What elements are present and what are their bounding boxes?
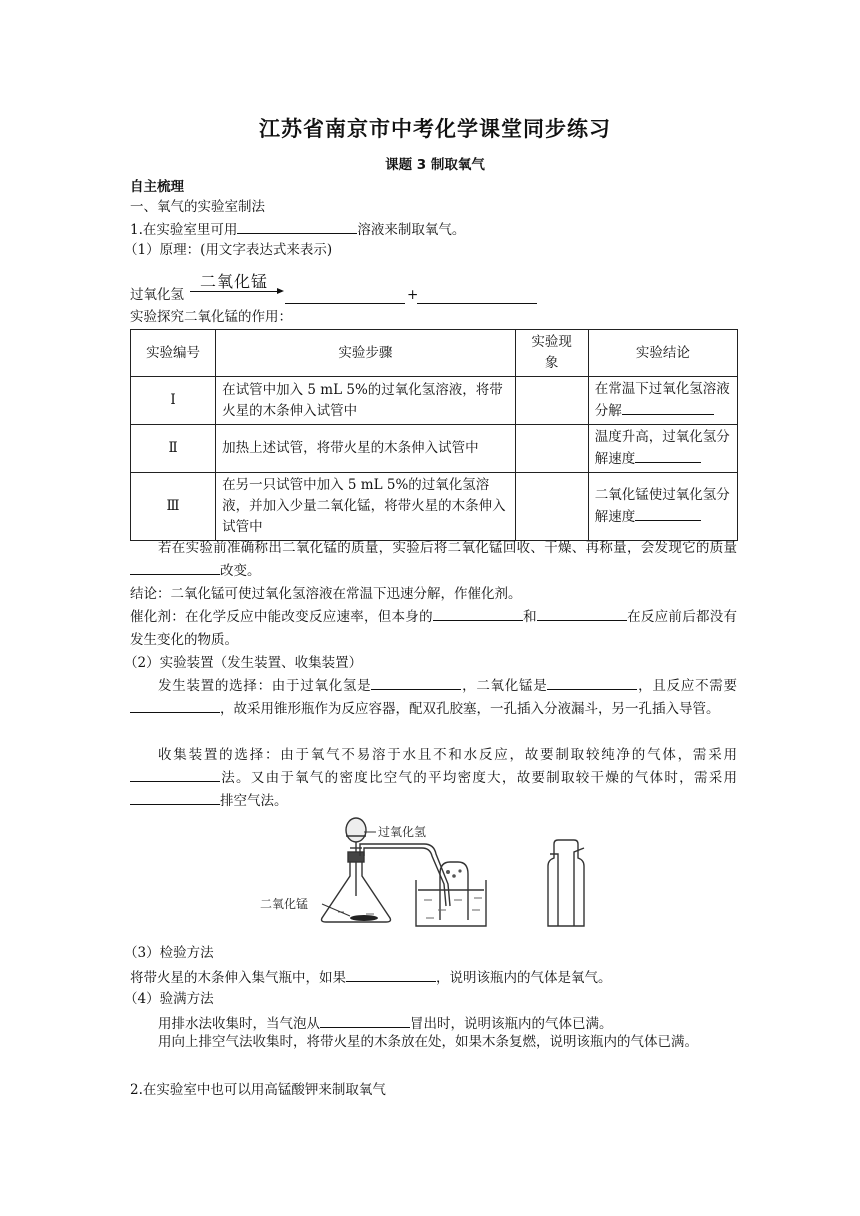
apparatus-heading: （2）实验装置（发生装置、收集装置） <box>124 655 363 671</box>
inspect-heading: （3）检验方法 <box>124 945 214 961</box>
lesson-subtitle: 课题 3 制取氧气 <box>385 157 485 173</box>
row-phenomenon[interactable] <box>515 473 588 541</box>
conclusion-line: 结论：二氧化锰可使过氧化氢溶液在常温下迅速分解，作催化剂。 <box>130 586 522 602</box>
question-1 <box>130 219 465 239</box>
row-conclusion: 二氧化锰使过氧化氢分解速度 <box>588 473 737 541</box>
answer-blank[interactable] <box>346 967 436 982</box>
row-conclusion: 温度升高，过氧化氢分解速度 <box>588 425 737 473</box>
header-cell: 实验现象 <box>515 330 588 377</box>
reactant-label: 过氧化氢 <box>130 287 184 303</box>
plus-sign: + <box>407 287 419 303</box>
row-step: 在试管中加入 5 mL 5%的过氧化氢溶液，将带火星的木条伸入试管中 <box>216 377 515 425</box>
answer-blank[interactable] <box>130 767 220 782</box>
table-row <box>131 473 738 541</box>
answer-blank[interactable] <box>537 606 627 621</box>
question-2: 2.在实验室中也可以用高锰酸钾来制取氧气 <box>130 1082 386 1098</box>
full-check-water: 用排水法收集时，当气泡从 冒出时，说明该瓶内的气体已满。 <box>158 1013 613 1033</box>
header-cell: 实验结论 <box>588 330 737 377</box>
full-check-heading: （4）验满方法 <box>124 991 214 1007</box>
answer-blank[interactable] <box>130 560 220 575</box>
answer-blank[interactable] <box>371 675 461 690</box>
inspect-line: 将带火星的木条伸入集气瓶中，如果 ，说明该瓶内的气体是氧气。 <box>130 967 612 987</box>
row-phenomenon[interactable] <box>515 425 588 473</box>
catalyst-definition: 催化剂：在化学反应中能改变反应速率，但本身的 和 在反应前后都没有发生变化的物质。 <box>130 606 737 652</box>
header-cell: 实验步骤 <box>216 330 515 377</box>
experiment-table <box>130 329 738 541</box>
answer-blank[interactable] <box>433 606 523 621</box>
apparatus-figure <box>260 814 608 938</box>
question-1-prefix: 1.在实验室里可用 <box>130 222 238 238</box>
answer-blank[interactable] <box>635 506 701 521</box>
row-id: Ⅰ <box>131 377 216 425</box>
answer-blank[interactable] <box>622 400 714 415</box>
answer-blank[interactable] <box>547 675 637 690</box>
principle-heading: （1）原理：(用文字表达式来表示) <box>124 242 333 258</box>
table-row <box>131 377 738 425</box>
product-blank-2[interactable] <box>417 289 537 304</box>
header-cell: 实验编号 <box>131 330 216 377</box>
row-step: 加热上述试管，将带火星的木条伸入试管中 <box>216 425 515 473</box>
table-header-row <box>131 330 738 377</box>
row-conclusion: 在常温下过氧化氢溶液分解 <box>588 377 737 425</box>
row-phenomenon[interactable] <box>515 377 588 425</box>
funnel-label: 过氧化氢 <box>378 825 427 839</box>
section-heading: 自主梳理 <box>130 179 184 195</box>
answer-blank[interactable] <box>237 219 357 234</box>
answer-blank[interactable] <box>320 1013 410 1028</box>
full-check-air: 用向上排空气法收集时，将带火星的木条放在处，如果木条复燃，说明该瓶内的气体已满。 <box>158 1034 698 1050</box>
generator-paragraph: 发生装置的选择：由于过氧化氢是 ，二氧化锰是 ，且反应不需要，故采用锥形瓶作为反应容器，配双孔胶塞，一孔插入分液漏斗，另一孔插入导管。 <box>130 675 737 721</box>
answer-blank[interactable] <box>130 698 220 713</box>
collector-paragraph: 收集装置的选择：由于氧气不易溶于水且不和水反应，故要制取较纯净的气体，需采用法。又由于氧气的密度比空气的平均密度大，故要制取较干燥的气体时，需采用排空气法。 <box>130 744 737 813</box>
mass-paragraph: 若在实验前准确称出二氧化锰的质量，实验后将二氧化锰回收、干燥、再称量，会发现它的质量改变。 <box>130 537 737 583</box>
part-heading: 一、氧气的实验室制法 <box>130 199 265 215</box>
explore-heading: 实验探究二氧化锰的作用： <box>130 309 292 325</box>
answer-blank[interactable] <box>635 448 701 463</box>
question-1-suffix: 溶液来制取氧气。 <box>357 222 466 238</box>
row-id: Ⅲ <box>131 473 216 541</box>
table-row <box>131 425 738 473</box>
solid-label: 二氧化锰 <box>260 897 309 911</box>
row-id: Ⅱ <box>131 425 216 473</box>
answer-blank[interactable] <box>130 790 220 805</box>
product-blank-1[interactable] <box>285 289 405 304</box>
apparatus-diagram <box>260 814 608 934</box>
reaction-arrow <box>190 291 282 292</box>
page-title: 江苏省南京市中考化学课堂同步练习 <box>259 117 611 141</box>
catalyst-label: 二氧化锰 <box>200 272 269 291</box>
row-step: 在另一只试管中加入 5 mL 5%的过氧化氢溶液，并加入少量二氧化锰，将带火星的木条伸入试管中 <box>216 473 515 541</box>
